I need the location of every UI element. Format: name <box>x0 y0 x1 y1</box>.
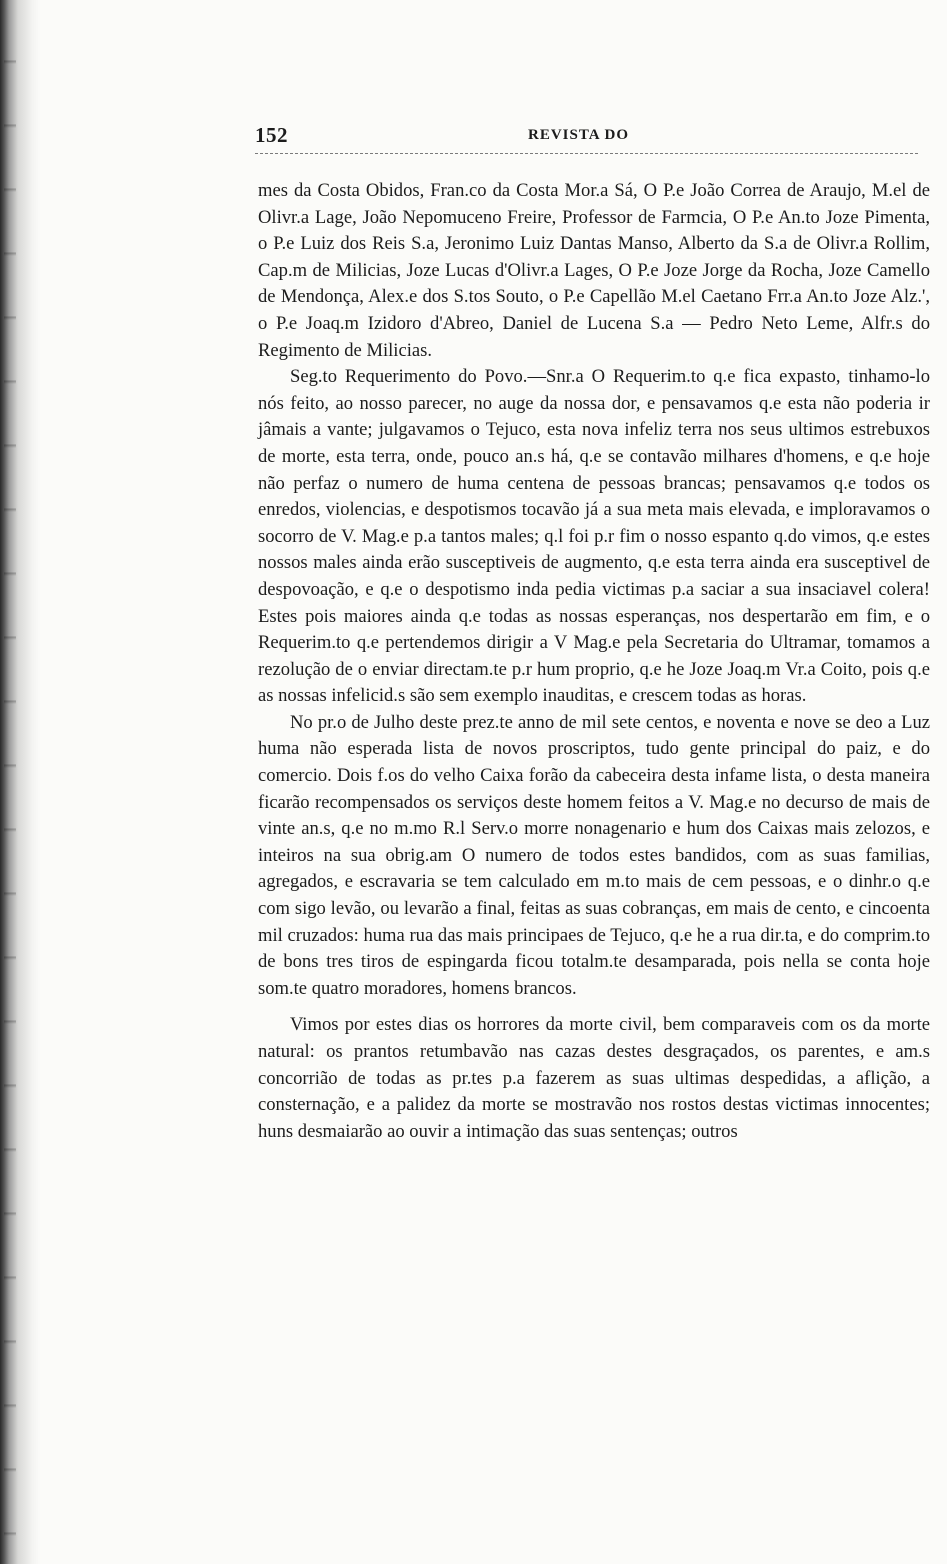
paragraph-proscription-list: No pr.o de Julho deste prez.te anno de mil sete centos, e noventa e nove se deo a Luz huma não esperada lista de novos proscriptos, tudo gente principal do paiz, e do comercio. Dois f.os do velho Caixa forão da cabeceira desta infame lista, o desta maneira ficarão recompensados os serviços deste homem feitos a V. Mag.e no decurso de mais de vinte an.s, q.e no m.mo R.l Serv.o morre nonagenario e hum dos Caixas mais zelozos, e inteiros na sua obrig.am O numero de todos estes bandidos, com as suas familias, agregados, e escravaria se tem calculado em m.to mais de cem pessoas, e o dinhr.o q.e com sigo levão, ou levarão a final, feitas as suas cobranças, em mais de cento, e cincoenta mil cruzados: huma rua das mais principaes de Tejuco, q.e he a rua dir.ta, e do comprim.to de bons tres tiros de espingarda ficou totalm.te desamparada, pois nella se conta hoje som.te quatro moradores, homens brancos. <box>258 711 930 999</box>
page-number: 152 <box>255 123 288 147</box>
body-text <box>258 178 930 1145</box>
paragraph-signatories: mes da Costa Obidos, Fran.co da Costa Mor.a Sá, O P.e João Correa de Araujo, M.el de Olivr.a Lage, João Nepomuceno Freire, Professor de Farmcia, O P.e An.to Joze Pimenta, o P.e Luiz dos Reis S.a, Jeronimo Luiz Dantas Manso, Alberto da S.a de Olivr.a Rollim, Cap.m de Milicias, Joze Lucas d'Olivr.a Lages, O P.e Joze Jorge da Rocha, Joze Camello de Mendonça, Alex.e dos S.tos Souto, o P.e Capellão M.el Caetano Frr.a An.to Joze Alz.', o P.e Joaq.m Izidoro d'Abreo, Daniel de Lucena S.a — Pedro Neto Leme, Alfr.s do Regimento de Milicias. <box>258 180 930 361</box>
header-rule <box>255 153 918 154</box>
paragraph-second-petition: Seg.to Requerimento do Povo.—Snr.a O Requerim.to q.e fica expasto, tinhamo-lo nós feito, ao nosso parecer, no auge da nossa dor, e pensavamos q.e esta não poderia ir jâmais a vante; julgavamos o Tejuco, esta nova infeliz terra nos seus ultimos estrebuxos de morte, esta terra, onde, pouco an.s há, q.e se contavão milhares d'homens, e q.e hoje não perfaz o numero de huma centena de pessoas brancas; pensavamos q.e todos os enredos, violencias, e despotismos tocavão já a sua meta mais elevada, e imploravamos o socorro de V. Mag.e p.a tantos males; q.l foi p.r fim o nosso espanto q.do vimos, q.e estes nossos males ainda erão susceptiveis de augmento, q.e esta terra ainda era susceptivel de despovoação, e q.e o despotismo inda pedia victimas p.a saciar a sua insaciavel colera! Estes pois maiores ainda q.e todas as nossas esperanças, nos despertarão em fim, e o Requerim.to q.e pertendemos dirigir a V Mag.e pela Secretaria do Ultramar, tomamos a rezolução de o enviar directam.te p.r hum proprio, q.e he Joze Joaq.m Vr.a Coito, pois q.e as nossas infelicid.s são sem exemplo inauditas, e crescem todas as horas. <box>258 366 930 707</box>
binding-stitch-marks <box>4 0 16 1564</box>
paragraph-civil-death: Vimos por estes dias os horrores da morte civil, bem comparaveis com os da morte natural: os prantos retumbavão nas cazas destes desgraçados, os parentes, e am.s concorrião de todas as pr.tes p.a fazerem as suas ultimas despedidas, a aflição, a consternação, e a palidez da morte se mostravão nos rostos destas victimas innocentes; huns desmaiarão ao ouvir a intimação das suas sentenças; outros <box>258 1014 930 1142</box>
running-head: REVISTA DO <box>528 127 629 143</box>
page-header <box>255 123 918 157</box>
